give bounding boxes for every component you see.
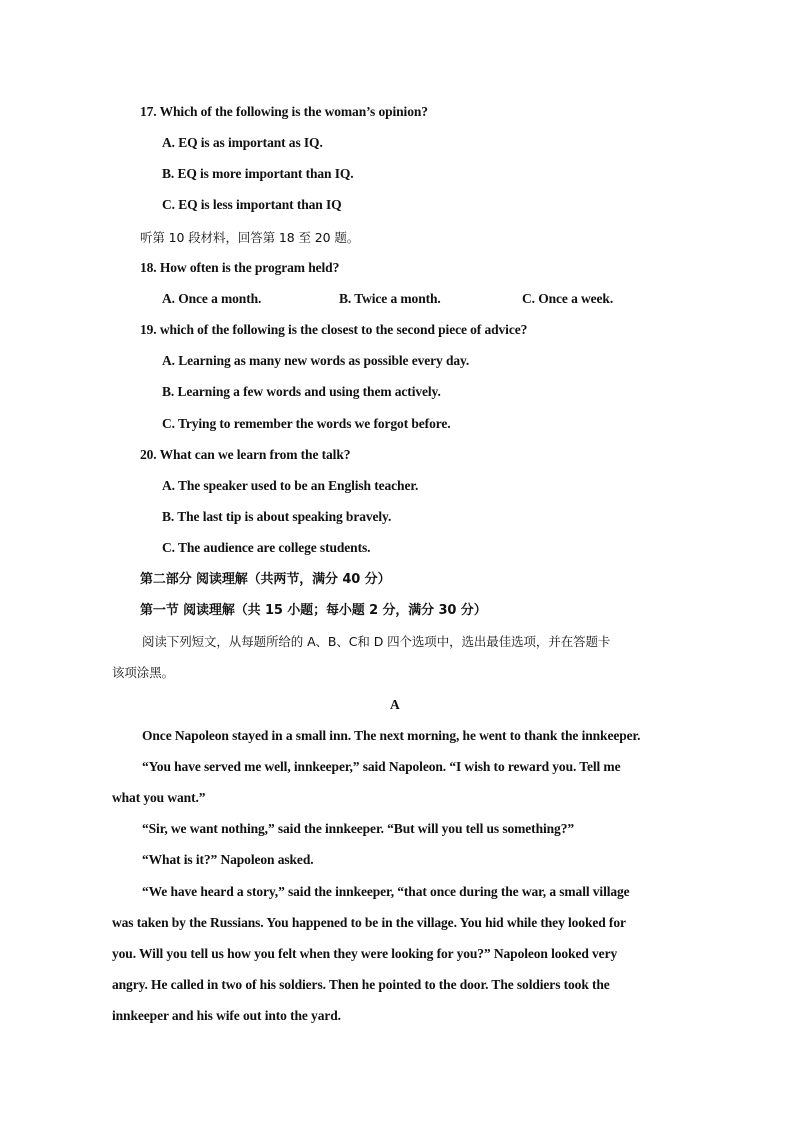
passage-line-10: innkeeper and his wife out into the yard.: [112, 1008, 341, 1023]
part-2-title: 第二部分 阅读理解（共两节，满分 40 分）: [140, 572, 391, 587]
reading-instruction-line-2: 该项涂黑。: [112, 665, 175, 680]
question-20-stem: 20. What can we learn from the talk?: [140, 447, 351, 462]
passage-line-3: what you want.”: [112, 790, 206, 805]
passage-line-9: angry. He called in two of his soldiers. Then he pointed to the door. The soldiers took the: [112, 977, 610, 992]
passage-line-1: Once Napoleon stayed in a small inn. The next morning, he went to thank the innkeeper.: [142, 728, 641, 743]
question-18-stem: 18. How often is the program held?: [140, 260, 340, 275]
passage-line-7: was taken by the Russians. You happened to be in the village. You hid while they looked for: [112, 915, 626, 930]
question-19-option-c: C. Trying to remember the words we forgot before.: [162, 416, 451, 431]
question-17-stem: 17. Which of the following is the woman’s opinion?: [140, 104, 428, 119]
question-19-option-a: A. Learning as many new words as possible every day.: [162, 353, 470, 368]
question-20-option-a: A. The speaker used to be an English teacher.: [162, 478, 419, 493]
passage-label: A: [390, 697, 400, 712]
question-18-option-b: B. Twice a month.: [339, 291, 441, 306]
passage-line-2: “You have served me well, innkeeper,” said Napoleon. “I wish to reward you. Tell me: [142, 759, 621, 774]
passage-line-8: you. Will you tell us how you felt when they were looking for you?” Napoleon looked very: [112, 946, 618, 961]
passage-line-5: “What is it?” Napoleon asked.: [142, 852, 314, 867]
question-19-option-b: B. Learning a few words and using them actively.: [162, 384, 441, 399]
listening-instruction: 听第 10 段材料，回答第 18 至 20 题。: [140, 230, 360, 245]
question-20-option-b: B. The last tip is about speaking bravely.: [162, 509, 392, 524]
passage-line-6: “We have heard a story,” said the innkeeper, “that once during the war, a small village: [142, 884, 630, 899]
question-19-stem: 19. which of the following is the closest to the second piece of advice?: [140, 322, 528, 337]
reading-instruction-line-1: 阅读下列短文，从每题所给的 A、B、C和 D 四个选项中，选出最佳选项，并在答题卡: [142, 634, 611, 649]
question-18-option-a: A. Once a month.: [162, 291, 262, 306]
question-20-option-c: C. The audience are college students.: [162, 540, 371, 555]
section-1-title: 第一节 阅读理解（共 15 小题；每小题 2 分，满分 30 分）: [140, 603, 487, 618]
passage-line-4: “Sir, we want nothing,” said the innkeeper. “But will you tell us something?”: [142, 821, 574, 836]
question-18-option-c: C. Once a week.: [522, 291, 614, 306]
question-17-option-a: A. EQ is as important as IQ.: [162, 135, 323, 150]
question-17-option-b: B. EQ is more important than IQ.: [162, 166, 354, 181]
question-17-option-c: C. EQ is less important than IQ: [162, 197, 342, 212]
